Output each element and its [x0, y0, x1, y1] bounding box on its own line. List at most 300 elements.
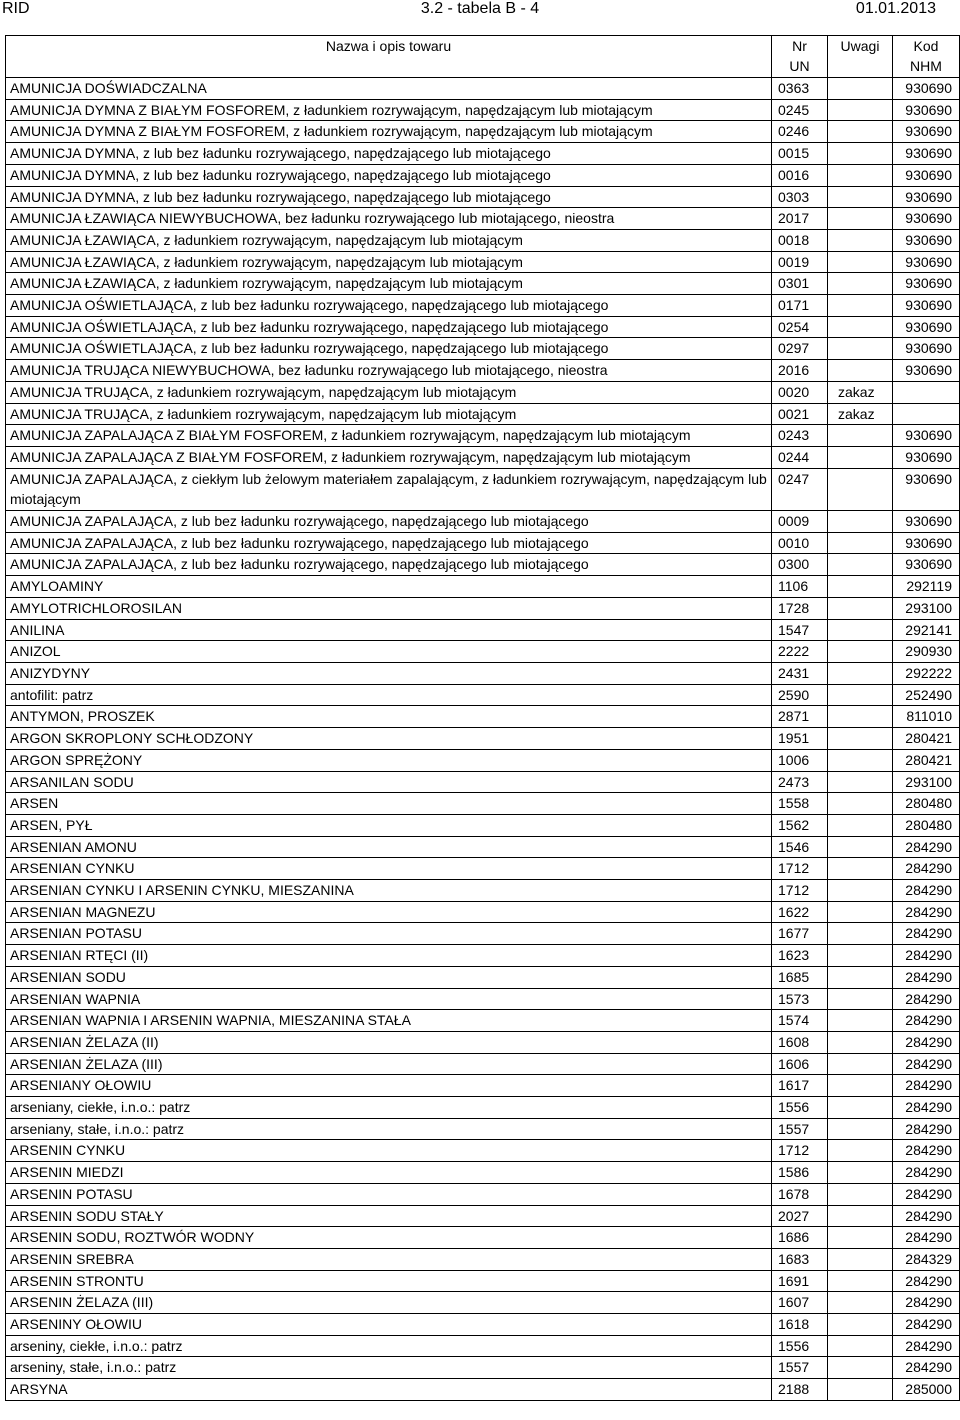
table-row — [6, 641, 960, 663]
table-row — [6, 446, 960, 468]
table-row — [6, 360, 960, 382]
cell-uwagi — [828, 1053, 893, 1075]
table-row — [6, 988, 960, 1010]
table-row — [6, 381, 960, 403]
cell-nr-un: 1712 — [772, 1140, 828, 1162]
cell-name: ARSENIN MIEDZI — [6, 1162, 772, 1184]
cell-kod-nhm: 284290 — [893, 1335, 960, 1357]
cell-name: ARSENIAN WAPNIA — [6, 988, 772, 1010]
cell-name: ARSYNA — [6, 1379, 772, 1401]
cell-uwagi — [828, 1097, 893, 1119]
table-row — [6, 706, 960, 728]
cell-nr-un: 0297 — [772, 338, 828, 360]
cell-nr-un: 2871 — [772, 706, 828, 728]
table-row — [6, 554, 960, 576]
cell-name: AMUNICJA ZAPALAJĄCA Z BIAŁYM FOSFOREM, z ładunkiem rozrywającym, napędzającym lub miotającym — [6, 425, 772, 447]
cell-name: ARSEN, PYŁ — [6, 814, 772, 836]
table-row — [6, 121, 960, 143]
cell-name: AMUNICJA TRUJĄCA NIEWYBUCHOWA, bez ładunku rozrywającego lub miotającego, nieostra — [6, 360, 772, 382]
table-row — [6, 208, 960, 230]
table-row — [6, 316, 960, 338]
cell-nr-un: 1678 — [772, 1183, 828, 1205]
cell-kod-nhm: 284290 — [893, 1292, 960, 1314]
cell-uwagi — [828, 468, 893, 510]
cell-name: AMYLOTRICHLOROSILAN — [6, 597, 772, 619]
cell-name: AMYLOAMINY — [6, 576, 772, 598]
cell-uwagi — [828, 1292, 893, 1314]
cell-nr-un: 1685 — [772, 966, 828, 988]
cell-uwagi — [828, 966, 893, 988]
cell-kod-nhm: 930690 — [893, 99, 960, 121]
cell-kod-nhm: 930690 — [893, 554, 960, 576]
cell-kod-nhm: 930690 — [893, 338, 960, 360]
cell-name: ARGON SPRĘŻONY — [6, 749, 772, 771]
cell-nr-un: 0010 — [772, 532, 828, 554]
cell-name: antofilit: patrz — [6, 684, 772, 706]
cell-kod-nhm: 930690 — [893, 446, 960, 468]
cell-uwagi — [828, 208, 893, 230]
cell-nr-un: 1712 — [772, 858, 828, 880]
table-row — [6, 728, 960, 750]
cell-name: ARSANILAN SODU — [6, 771, 772, 793]
cell-name: AMUNICJA TRUJĄCA, z ładunkiem rozrywającym, napędzającym lub miotającym — [6, 381, 772, 403]
cell-nr-un: 1562 — [772, 814, 828, 836]
cell-name: ARSENIAN POTASU — [6, 923, 772, 945]
table-row — [6, 662, 960, 684]
cell-nr-un: 1607 — [772, 1292, 828, 1314]
cell-nr-un: 0019 — [772, 251, 828, 273]
page-header — [0, 0, 960, 22]
table-row — [6, 273, 960, 295]
cell-kod-nhm: 930690 — [893, 532, 960, 554]
cell-uwagi — [828, 78, 893, 100]
cell-kod-nhm: 284290 — [893, 1183, 960, 1205]
column-header-nr: Nr UN — [772, 36, 828, 78]
table-row — [6, 597, 960, 619]
cell-name: AMUNICJA DYMNA Z BIAŁYM FOSFOREM, z ładunkiem rozrywającym, napędzającym lub miotającym — [6, 99, 772, 121]
cell-nr-un: 1623 — [772, 945, 828, 967]
cell-uwagi — [828, 597, 893, 619]
cell-nr-un: 2222 — [772, 641, 828, 663]
column-header-name: Nazwa i opis towaru — [6, 36, 772, 78]
cell-kod-nhm: 292141 — [893, 619, 960, 641]
cell-kod-nhm: 284290 — [893, 901, 960, 923]
cell-nr-un: 1574 — [772, 1010, 828, 1032]
cell-uwagi — [828, 511, 893, 533]
cell-uwagi — [828, 532, 893, 554]
cell-kod-nhm: 284290 — [893, 1097, 960, 1119]
cell-uwagi — [828, 793, 893, 815]
cell-name: ARSENIAN WAPNIA I ARSENIN WAPNIA, MIESZANINA STAŁA — [6, 1010, 772, 1032]
cell-name: AMUNICJA DYMNA Z BIAŁYM FOSFOREM, z ładunkiem rozrywającym, napędzającym lub miotającym — [6, 121, 772, 143]
cell-nr-un: 1547 — [772, 619, 828, 641]
cell-name: AMUNICJA DYMNA, z lub bez ładunku rozrywającego, napędzającego lub miotającego — [6, 164, 772, 186]
cell-nr-un: 2188 — [772, 1379, 828, 1401]
table-row — [6, 1140, 960, 1162]
cell-uwagi: zakaz — [828, 403, 893, 425]
cell-uwagi — [828, 99, 893, 121]
cell-uwagi — [828, 576, 893, 598]
cell-uwagi — [828, 316, 893, 338]
cell-nr-un: 1557 — [772, 1118, 828, 1140]
table-row — [6, 858, 960, 880]
cell-kod-nhm: 930690 — [893, 143, 960, 165]
cell-kod-nhm: 284290 — [893, 858, 960, 880]
cell-uwagi — [828, 229, 893, 251]
cell-nr-un: 1557 — [772, 1357, 828, 1379]
cell-kod-nhm: 290930 — [893, 641, 960, 663]
cell-nr-un: 1556 — [772, 1335, 828, 1357]
cell-kod-nhm: 284290 — [893, 1314, 960, 1336]
cell-uwagi — [828, 836, 893, 858]
cell-uwagi — [828, 1205, 893, 1227]
cell-uwagi — [828, 880, 893, 902]
cell-name: ARSENIN POTASU — [6, 1183, 772, 1205]
cell-kod-nhm: 284290 — [893, 836, 960, 858]
cell-nr-un: 1677 — [772, 923, 828, 945]
table-row — [6, 923, 960, 945]
cell-nr-un: 1556 — [772, 1097, 828, 1119]
goods-table — [5, 35, 960, 1401]
table-row — [6, 338, 960, 360]
table-row — [6, 576, 960, 598]
cell-name: ARSENIAN RTĘCI (II) — [6, 945, 772, 967]
cell-kod-nhm: 284290 — [893, 1270, 960, 1292]
cell-name: ANTYMON, PROSZEK — [6, 706, 772, 728]
cell-nr-un: 2027 — [772, 1205, 828, 1227]
cell-kod-nhm: 284290 — [893, 1010, 960, 1032]
cell-name: AMUNICJA OŚWIETLAJĄCA, z lub bez ładunku rozrywającego, napędzającego lub miotającego — [6, 295, 772, 317]
table-row — [6, 1248, 960, 1270]
cell-nr-un: 0363 — [772, 78, 828, 100]
table-row — [6, 1118, 960, 1140]
cell-nr-un: 2473 — [772, 771, 828, 793]
cell-nr-un: 1686 — [772, 1227, 828, 1249]
cell-name: AMUNICJA ZAPALAJĄCA, z lub bez ładunku rozrywającego, napędzającego lub miotającego — [6, 532, 772, 554]
cell-kod-nhm: 284290 — [893, 1031, 960, 1053]
cell-name: arseniany, ciekłe, i.n.o.: patrz — [6, 1097, 772, 1119]
cell-name: ANIZOL — [6, 641, 772, 663]
cell-kod-nhm: 930690 — [893, 468, 960, 510]
cell-uwagi — [828, 425, 893, 447]
cell-name: arseniany, stałe, i.n.o.: patrz — [6, 1118, 772, 1140]
table-row — [6, 1357, 960, 1379]
table-row — [6, 1162, 960, 1184]
cell-kod-nhm: 930690 — [893, 273, 960, 295]
cell-name: ARSENINY OŁOWIU — [6, 1314, 772, 1336]
cell-nr-un: 0303 — [772, 186, 828, 208]
table-row — [6, 684, 960, 706]
cell-nr-un: 1618 — [772, 1314, 828, 1336]
header-center: 3.2 - tabela B - 4 — [420, 0, 540, 17]
cell-nr-un: 1573 — [772, 988, 828, 1010]
cell-uwagi — [828, 1227, 893, 1249]
cell-uwagi — [828, 1118, 893, 1140]
table-row — [6, 836, 960, 858]
cell-kod-nhm: 930690 — [893, 425, 960, 447]
cell-kod-nhm: 930690 — [893, 78, 960, 100]
cell-name: AMUNICJA OŚWIETLAJĄCA, z lub bez ładunku rozrywającego, napędzającego lub miotającego — [6, 316, 772, 338]
cell-kod-nhm: 284290 — [893, 1075, 960, 1097]
column-header-kod: Kod NHM — [893, 36, 960, 78]
cell-uwagi — [828, 143, 893, 165]
cell-name: ARSENIAN ŻELAZA (III) — [6, 1053, 772, 1075]
cell-kod-nhm: 284290 — [893, 1118, 960, 1140]
cell-name: AMUNICJA ZAPALAJĄCA, z ciekłym lub żelowym materiałem zapalającym, z ładunkiem rozrywającym, napędzającym lub miotającym — [6, 468, 772, 510]
table-row — [6, 78, 960, 100]
cell-nr-un: 2590 — [772, 684, 828, 706]
cell-kod-nhm: 930690 — [893, 208, 960, 230]
cell-nr-un: 0247 — [772, 468, 828, 510]
cell-nr-un: 0244 — [772, 446, 828, 468]
cell-kod-nhm: 284290 — [893, 966, 960, 988]
cell-uwagi — [828, 1140, 893, 1162]
header-left: RID — [2, 0, 30, 17]
cell-uwagi — [828, 1162, 893, 1184]
cell-uwagi — [828, 251, 893, 273]
table-row — [6, 164, 960, 186]
cell-kod-nhm: 811010 — [893, 706, 960, 728]
cell-nr-un: 1106 — [772, 576, 828, 598]
cell-kod-nhm: 930690 — [893, 511, 960, 533]
cell-uwagi: zakaz — [828, 381, 893, 403]
cell-nr-un: 0245 — [772, 99, 828, 121]
cell-uwagi — [828, 1183, 893, 1205]
cell-kod-nhm: 930690 — [893, 186, 960, 208]
cell-uwagi — [828, 901, 893, 923]
cell-nr-un: 1586 — [772, 1162, 828, 1184]
cell-uwagi — [828, 988, 893, 1010]
cell-nr-un: 0254 — [772, 316, 828, 338]
cell-uwagi — [828, 1031, 893, 1053]
cell-nr-un: 0016 — [772, 164, 828, 186]
cell-name: AMUNICJA ŁZAWIĄCA, z ładunkiem rozrywającym, napędzającym lub miotającym — [6, 251, 772, 273]
cell-uwagi — [828, 619, 893, 641]
cell-uwagi — [828, 164, 893, 186]
cell-kod-nhm: 252490 — [893, 684, 960, 706]
table-row — [6, 403, 960, 425]
cell-name: ARSENIN STRONTU — [6, 1270, 772, 1292]
table-row — [6, 1031, 960, 1053]
cell-nr-un: 1006 — [772, 749, 828, 771]
table-row — [6, 1335, 960, 1357]
cell-name: AMUNICJA DYMNA, z lub bez ładunku rozrywającego, napędzającego lub miotającego — [6, 186, 772, 208]
cell-name: AMUNICJA ŁZAWIĄCA, z ładunkiem rozrywającym, napędzającym lub miotającym — [6, 229, 772, 251]
cell-nr-un: 1617 — [772, 1075, 828, 1097]
cell-uwagi — [828, 554, 893, 576]
cell-kod-nhm: 930690 — [893, 295, 960, 317]
cell-name: arseniny, ciekłe, i.n.o.: patrz — [6, 1335, 772, 1357]
cell-kod-nhm: 284290 — [893, 880, 960, 902]
cell-name: ARSENIAN AMONU — [6, 836, 772, 858]
header-right: 01.01.2013 — [855, 0, 936, 17]
cell-name: ARSENIAN SODU — [6, 966, 772, 988]
cell-kod-nhm: 930690 — [893, 251, 960, 273]
cell-uwagi — [828, 1270, 893, 1292]
cell-kod-nhm: 285000 — [893, 1379, 960, 1401]
cell-kod-nhm: 930690 — [893, 121, 960, 143]
table-row — [6, 468, 960, 510]
cell-uwagi — [828, 273, 893, 295]
cell-uwagi — [828, 121, 893, 143]
cell-kod-nhm: 280480 — [893, 814, 960, 836]
cell-uwagi — [828, 684, 893, 706]
cell-name: ARSENIAN CYNKU — [6, 858, 772, 880]
cell-name: AMUNICJA OŚWIETLAJĄCA, z lub bez ładunku rozrywającego, napędzającego lub miotającego — [6, 338, 772, 360]
table-row — [6, 143, 960, 165]
cell-name: ARSENIN SODU STAŁY — [6, 1205, 772, 1227]
table-row — [6, 229, 960, 251]
cell-kod-nhm: 293100 — [893, 597, 960, 619]
cell-name: AMUNICJA ZAPALAJĄCA, z lub bez ładunku rozrywającego, napędzającego lub miotającego — [6, 554, 772, 576]
table-row — [6, 186, 960, 208]
table-row — [6, 793, 960, 815]
table-row — [6, 99, 960, 121]
cell-nr-un: 0009 — [772, 511, 828, 533]
cell-uwagi — [828, 1379, 893, 1401]
table-row — [6, 1314, 960, 1336]
cell-nr-un: 1622 — [772, 901, 828, 923]
cell-nr-un: 0246 — [772, 121, 828, 143]
cell-uwagi — [828, 923, 893, 945]
cell-nr-un: 2431 — [772, 662, 828, 684]
cell-nr-un: 1558 — [772, 793, 828, 815]
cell-uwagi — [828, 1010, 893, 1032]
cell-nr-un: 0021 — [772, 403, 828, 425]
cell-uwagi — [828, 728, 893, 750]
cell-kod-nhm: 284290 — [893, 1205, 960, 1227]
cell-name: AMUNICJA ŁZAWIĄCA, z ładunkiem rozrywającym, napędzającym lub miotającym — [6, 273, 772, 295]
table-row — [6, 1097, 960, 1119]
table-row — [6, 251, 960, 273]
cell-nr-un: 1683 — [772, 1248, 828, 1270]
cell-kod-nhm: 930690 — [893, 316, 960, 338]
cell-kod-nhm: 930690 — [893, 229, 960, 251]
table-row — [6, 1379, 960, 1401]
cell-nr-un: 0243 — [772, 425, 828, 447]
cell-kod-nhm: 284290 — [893, 923, 960, 945]
table-row — [6, 1292, 960, 1314]
cell-uwagi — [828, 1075, 893, 1097]
cell-nr-un: 2016 — [772, 360, 828, 382]
table-body — [6, 78, 960, 1401]
cell-name: ARSENIN SODU, ROZTWÓR WODNY — [6, 1227, 772, 1249]
column-header-uwagi: Uwagi — [828, 36, 893, 78]
cell-kod-nhm: 292222 — [893, 662, 960, 684]
cell-name: ARSENIN CYNKU — [6, 1140, 772, 1162]
table-row — [6, 1053, 960, 1075]
table-row — [6, 295, 960, 317]
cell-nr-un: 0015 — [772, 143, 828, 165]
cell-kod-nhm — [893, 381, 960, 403]
table-row — [6, 1205, 960, 1227]
cell-uwagi — [828, 814, 893, 836]
cell-nr-un: 0018 — [772, 229, 828, 251]
cell-uwagi — [828, 706, 893, 728]
table-row — [6, 619, 960, 641]
cell-kod-nhm: 284290 — [893, 1053, 960, 1075]
cell-uwagi — [828, 186, 893, 208]
cell-name: ARGON SKROPLONY SCHŁODZONY — [6, 728, 772, 750]
cell-kod-nhm — [893, 403, 960, 425]
cell-nr-un: 2017 — [772, 208, 828, 230]
cell-name: ARSENIANY OŁOWIU — [6, 1075, 772, 1097]
cell-uwagi — [828, 662, 893, 684]
table-row — [6, 945, 960, 967]
table-row — [6, 1010, 960, 1032]
cell-name: ARSEN — [6, 793, 772, 815]
cell-name: AMUNICJA ZAPALAJĄCA Z BIAŁYM FOSFOREM, z ładunkiem rozrywającym, napędzającym lub miotającym — [6, 446, 772, 468]
table-row — [6, 880, 960, 902]
table-row — [6, 814, 960, 836]
cell-name: AMUNICJA ŁZAWIĄCA NIEWYBUCHOWA, bez ładunku rozrywającego lub miotającego, nieostra — [6, 208, 772, 230]
cell-name: AMUNICJA ZAPALAJĄCA, z lub bez ładunku rozrywającego, napędzającego lub miotającego — [6, 511, 772, 533]
table-row — [6, 1227, 960, 1249]
cell-kod-nhm: 280421 — [893, 728, 960, 750]
cell-uwagi — [828, 1335, 893, 1357]
cell-kod-nhm: 930690 — [893, 360, 960, 382]
cell-name: AMUNICJA TRUJĄCA, z ładunkiem rozrywającym, napędzającym lub miotającym — [6, 403, 772, 425]
cell-name: AMUNICJA DOŚWIADCZALNA — [6, 78, 772, 100]
cell-nr-un: 1691 — [772, 1270, 828, 1292]
cell-kod-nhm: 280421 — [893, 749, 960, 771]
cell-nr-un: 0300 — [772, 554, 828, 576]
cell-uwagi — [828, 1314, 893, 1336]
cell-name: AMUNICJA DYMNA, z lub bez ładunku rozrywającego, napędzającego lub miotającego — [6, 143, 772, 165]
table-row — [6, 771, 960, 793]
cell-kod-nhm: 284290 — [893, 1162, 960, 1184]
cell-kod-nhm: 284290 — [893, 988, 960, 1010]
cell-nr-un: 0301 — [772, 273, 828, 295]
cell-nr-un: 1951 — [772, 728, 828, 750]
table-row — [6, 1075, 960, 1097]
cell-nr-un: 1712 — [772, 880, 828, 902]
cell-name: arseniny, stałe, i.n.o.: patrz — [6, 1357, 772, 1379]
cell-nr-un: 1606 — [772, 1053, 828, 1075]
cell-kod-nhm: 284290 — [893, 1357, 960, 1379]
cell-nr-un: 0171 — [772, 295, 828, 317]
cell-uwagi — [828, 945, 893, 967]
table-row — [6, 1270, 960, 1292]
cell-uwagi — [828, 295, 893, 317]
table-row — [6, 1183, 960, 1205]
cell-name: ARSENIN ŻELAZA (III) — [6, 1292, 772, 1314]
cell-kod-nhm: 284290 — [893, 1227, 960, 1249]
table-row — [6, 532, 960, 554]
cell-uwagi — [828, 1248, 893, 1270]
cell-uwagi — [828, 446, 893, 468]
cell-uwagi — [828, 771, 893, 793]
cell-nr-un: 1546 — [772, 836, 828, 858]
cell-name: ARSENIAN ŻELAZA (II) — [6, 1031, 772, 1053]
table-row — [6, 966, 960, 988]
cell-uwagi — [828, 749, 893, 771]
cell-kod-nhm: 284290 — [893, 1140, 960, 1162]
cell-nr-un: 0020 — [772, 381, 828, 403]
cell-kod-nhm: 293100 — [893, 771, 960, 793]
table-row — [6, 749, 960, 771]
cell-name: ANILINA — [6, 619, 772, 641]
cell-uwagi — [828, 858, 893, 880]
table-row — [6, 511, 960, 533]
table-row — [6, 901, 960, 923]
cell-kod-nhm: 284329 — [893, 1248, 960, 1270]
cell-name: ARSENIAN MAGNEZU — [6, 901, 772, 923]
cell-kod-nhm: 930690 — [893, 164, 960, 186]
cell-name: ARSENIAN CYNKU I ARSENIN CYNKU, MIESZANINA — [6, 880, 772, 902]
table-header-row — [6, 36, 960, 78]
cell-uwagi — [828, 360, 893, 382]
